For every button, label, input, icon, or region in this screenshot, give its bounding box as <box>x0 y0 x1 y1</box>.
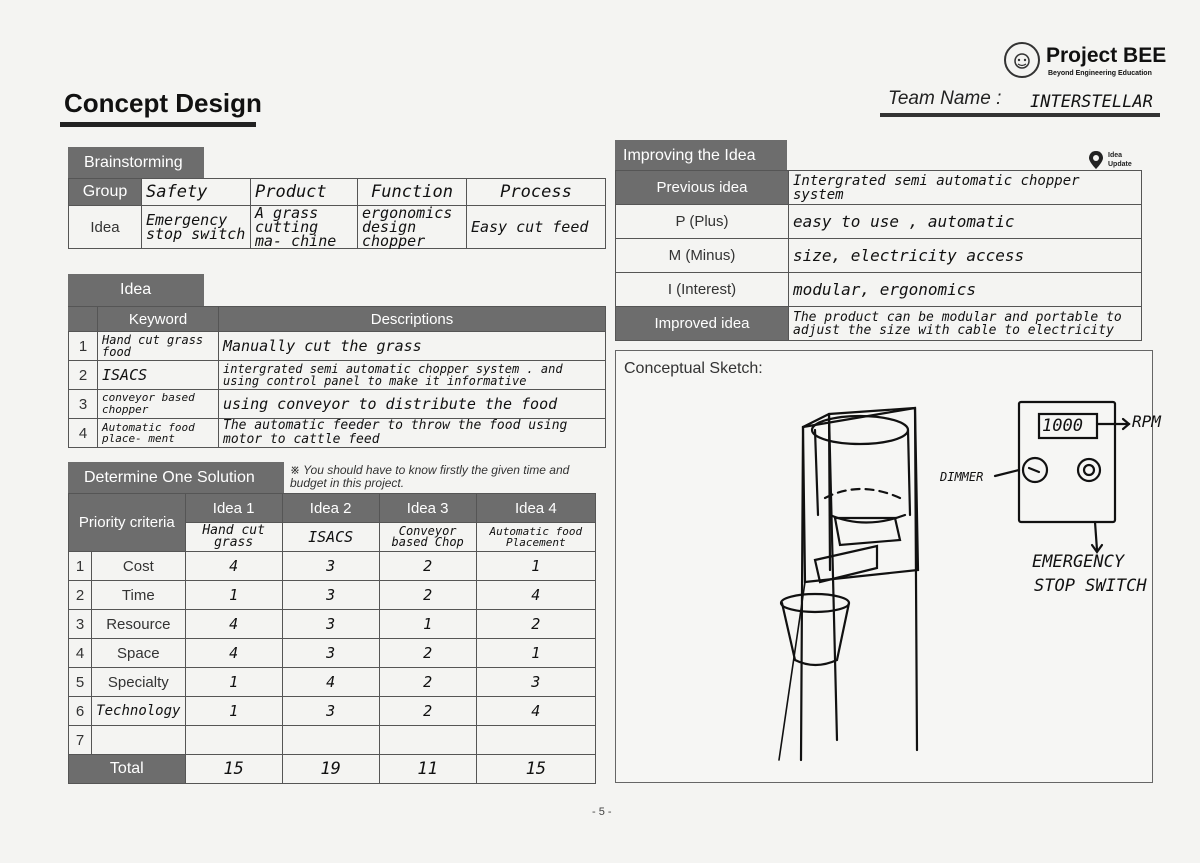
total-label: Total <box>69 755 186 784</box>
score-cell: 4 <box>185 552 282 581</box>
score-cell: 1 <box>185 668 282 697</box>
table-row: 1 Hand cut grass food Manually cut the grass <box>69 332 606 361</box>
priority-criteria-header: Priority criteria <box>69 494 186 552</box>
criteria-cell: Cost <box>92 552 186 581</box>
row-value: Intergrated semi automatic chopper system <box>789 171 1142 205</box>
criteria-cell: Specialty <box>92 668 186 697</box>
rpm-label: RPM <box>1132 412 1161 431</box>
idea-cell: Emergency stop switch <box>142 206 251 249</box>
idea-cell: ergonomics design chopper <box>358 206 467 249</box>
idea-name: Hand cut grass <box>185 523 282 552</box>
logo-text: Project BEE <box>1046 44 1167 67</box>
idea-tab: Idea <box>68 274 204 306</box>
score-cell: 4 <box>282 668 379 697</box>
group-cell: Function <box>358 179 467 206</box>
table-row <box>616 239 1142 273</box>
score-cell: 3 <box>282 639 379 668</box>
criteria-cell <box>92 726 186 755</box>
idea-cell: Easy cut feed <box>467 206 606 249</box>
score-cell: 4 <box>476 581 595 610</box>
idea-header: Idea 4 <box>476 494 595 523</box>
score-cell: 2 <box>379 668 476 697</box>
criteria-cell: Space <box>92 639 186 668</box>
idea-name: ISACS <box>282 523 379 552</box>
description-cell: using conveyor to distribute the food <box>219 390 606 419</box>
total-cell: 11 <box>379 755 476 784</box>
row-value: size, electricity access <box>789 239 1142 273</box>
page-title: Concept Design <box>64 88 262 118</box>
row-label: Improved idea <box>616 307 789 341</box>
table-row: 3 Resource 4 3 1 2 <box>69 610 596 639</box>
row-value: modular, ergonomics <box>789 273 1142 307</box>
rpm-display: 1000 <box>1042 416 1083 436</box>
title-underline <box>60 122 256 127</box>
description-cell: intergrated semi automatic chopper system . and using control panel to make it informative <box>219 361 606 390</box>
score-cell: 2 <box>379 581 476 610</box>
improving-tab: Improving the Idea <box>615 140 787 172</box>
budget-note: ※ You should have to know firstly the given time and budget in this project. <box>290 463 570 490</box>
total-cell: 19 <box>282 755 379 784</box>
score-cell: 2 <box>379 697 476 726</box>
score-cell: 3 <box>476 668 595 697</box>
group-cell: Safety <box>142 179 251 206</box>
score-cell: 2 <box>379 552 476 581</box>
score-cell: 3 <box>282 581 379 610</box>
table-row: 6 Technology 1 3 2 4 <box>69 697 596 726</box>
idea-name: Conveyor based Chop <box>379 523 476 552</box>
idea-header: Idea 2 <box>282 494 379 523</box>
dimmer-label: DIMMER <box>940 470 984 484</box>
table-row: 1 Cost 4 3 2 1 <box>69 552 596 581</box>
criteria-cell: Resource <box>92 610 186 639</box>
idea-table <box>68 306 606 448</box>
row-label: Previous idea <box>616 171 789 205</box>
row-label: P (Plus) <box>616 205 789 239</box>
keyword-cell: Automatic food place- ment <box>98 419 219 448</box>
solution-table <box>68 493 596 784</box>
idea-header: Idea 1 <box>185 494 282 523</box>
brainstorming-table <box>68 178 606 249</box>
score-cell: 3 <box>282 552 379 581</box>
table-row: 4 Automatic food place- ment The automatic feeder to throw the food using motor to cattle feed <box>69 419 606 448</box>
row-value: easy to use , automatic <box>789 205 1142 239</box>
group-label: Group <box>69 179 142 206</box>
keyword-cell: Hand cut grass food <box>98 332 219 361</box>
description-cell: Manually cut the grass <box>219 332 606 361</box>
criteria-cell: Time <box>92 581 186 610</box>
logo-subtitle: Beyond Engineering Education <box>1048 70 1152 77</box>
criteria-cell: Technology <box>92 697 186 726</box>
table-row <box>616 171 1142 205</box>
score-cell: 1 <box>379 610 476 639</box>
idea-label: Idea <box>69 206 142 249</box>
score-cell: 4 <box>185 610 282 639</box>
table-row <box>616 205 1142 239</box>
table-row <box>616 273 1142 307</box>
score-cell <box>282 726 379 755</box>
score-cell: 4 <box>476 697 595 726</box>
emergency-label: STOP SWITCH <box>1034 576 1147 596</box>
score-cell: 3 <box>282 610 379 639</box>
row-label: I (Interest) <box>616 273 789 307</box>
descriptions-header: Descriptions <box>219 307 606 332</box>
team-name-value: INTERSTELLAR <box>1030 92 1153 112</box>
score-cell: 1 <box>476 639 595 668</box>
table-row: 5 Specialty 1 4 2 3 <box>69 668 596 697</box>
idea-name: Automatic food Placement <box>476 523 595 552</box>
score-cell: 3 <box>282 697 379 726</box>
score-cell: 2 <box>476 610 595 639</box>
bee-logo-icon <box>1004 42 1040 78</box>
table-row: 2 ISACS intergrated semi automatic chopper system . and using control panel to make it informative <box>69 361 606 390</box>
determine-tab: Determine One Solution <box>68 462 284 494</box>
keyword-cell: ISACS <box>98 361 219 390</box>
total-cell: 15 <box>185 755 282 784</box>
total-cell: 15 <box>476 755 595 784</box>
page-number: - 5 - <box>592 806 612 818</box>
total-row <box>69 755 596 784</box>
team-name-label: Team Name : <box>888 88 1002 109</box>
group-cell: Process <box>467 179 606 206</box>
emergency-label: EMERGENCY <box>1032 552 1125 572</box>
idea-cell: A grass cutting ma- chine <box>251 206 358 249</box>
score-cell: 1 <box>185 697 282 726</box>
table-row <box>616 307 1142 341</box>
keyword-header: Keyword <box>98 307 219 332</box>
team-underline <box>880 113 1160 117</box>
table-row: 3 conveyor based chopper using conveyor to distribute the food <box>69 390 606 419</box>
score-cell: 1 <box>476 552 595 581</box>
improving-table <box>615 170 1142 341</box>
score-cell: 1 <box>185 581 282 610</box>
score-cell <box>185 726 282 755</box>
description-cell: The automatic feeder to throw the food using motor to cattle feed <box>219 419 606 448</box>
sketch-label: Conceptual Sketch: <box>624 360 763 377</box>
idea-header: Idea 3 <box>379 494 476 523</box>
row-value: The product can be modular and portable to adjust the size with cable to electricity <box>789 307 1142 341</box>
idea-update-label: Idea Update <box>1108 152 1132 168</box>
score-cell <box>379 726 476 755</box>
score-cell: 2 <box>379 639 476 668</box>
score-cell <box>476 726 595 755</box>
group-cell: Product <box>251 179 358 206</box>
brainstorming-tab: Brainstorming <box>68 147 204 179</box>
table-row: 7 <box>69 726 596 755</box>
table-row: 2 Time 1 3 2 4 <box>69 581 596 610</box>
keyword-cell: conveyor based chopper <box>98 390 219 419</box>
row-label: M (Minus) <box>616 239 789 273</box>
table-row: 4 Space 4 3 2 1 <box>69 639 596 668</box>
score-cell: 4 <box>185 639 282 668</box>
